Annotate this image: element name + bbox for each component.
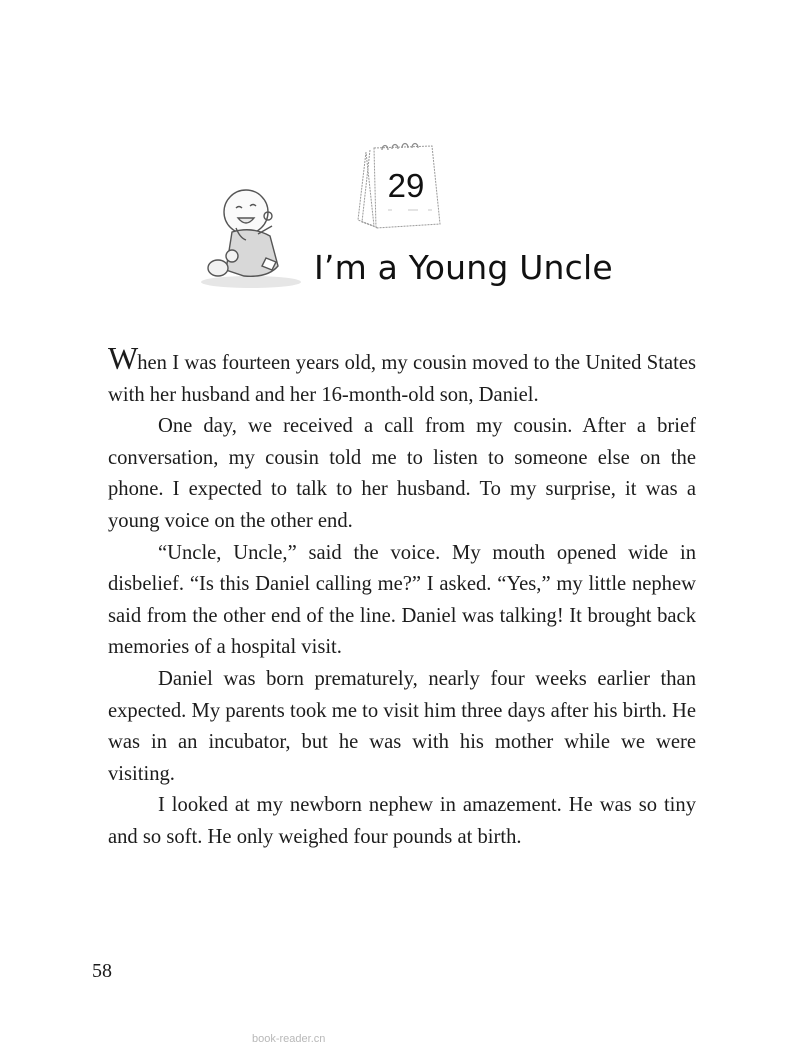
chapter-title: I’m a Young Uncle: [314, 248, 613, 287]
paragraph-text: hen I was fourteen years old, my cousin moved to the United States with her husband and her 16-month-old son, Daniel.: [108, 352, 696, 406]
paragraph-4: Daniel was born prematurely, nearly four weeks earlier than expected. My parents took me to visit him three days after his birth. He was in an incubator, but he was with his mother while we were visiting.: [108, 667, 696, 785]
baby-icon: [196, 182, 306, 292]
page-number: 58: [92, 960, 112, 982]
paragraph-5: I looked at my newborn nephew in amazement. He was so tiny and so soft. He only weighed four pounds at birth.: [108, 794, 696, 848]
drop-cap: W: [108, 340, 138, 376]
paragraph-2: One day, we received a call from my cousin. After a brief conversation, my cousin told me to listen to someone else on the phone. I expected to talk to her husband. To my surprise, it was a young voice on the other end.: [108, 415, 696, 532]
watermark: book-reader.cn: [252, 1033, 326, 1045]
chapter-number: 29: [387, 167, 425, 204]
paragraph-3: “Uncle, Uncle,” said the voice. My mouth opened wide in disbelief. “Is this Daniel calling me?” I asked. “Yes,” my little nephew said from the other end of the line. Daniel was talking! It brought back memories of a hospital visit.: [108, 541, 696, 659]
baby-illustration: [196, 182, 306, 292]
calendar-icon: [352, 140, 448, 232]
paragraph-1: [108, 340, 696, 411]
body-text: [108, 340, 696, 854]
